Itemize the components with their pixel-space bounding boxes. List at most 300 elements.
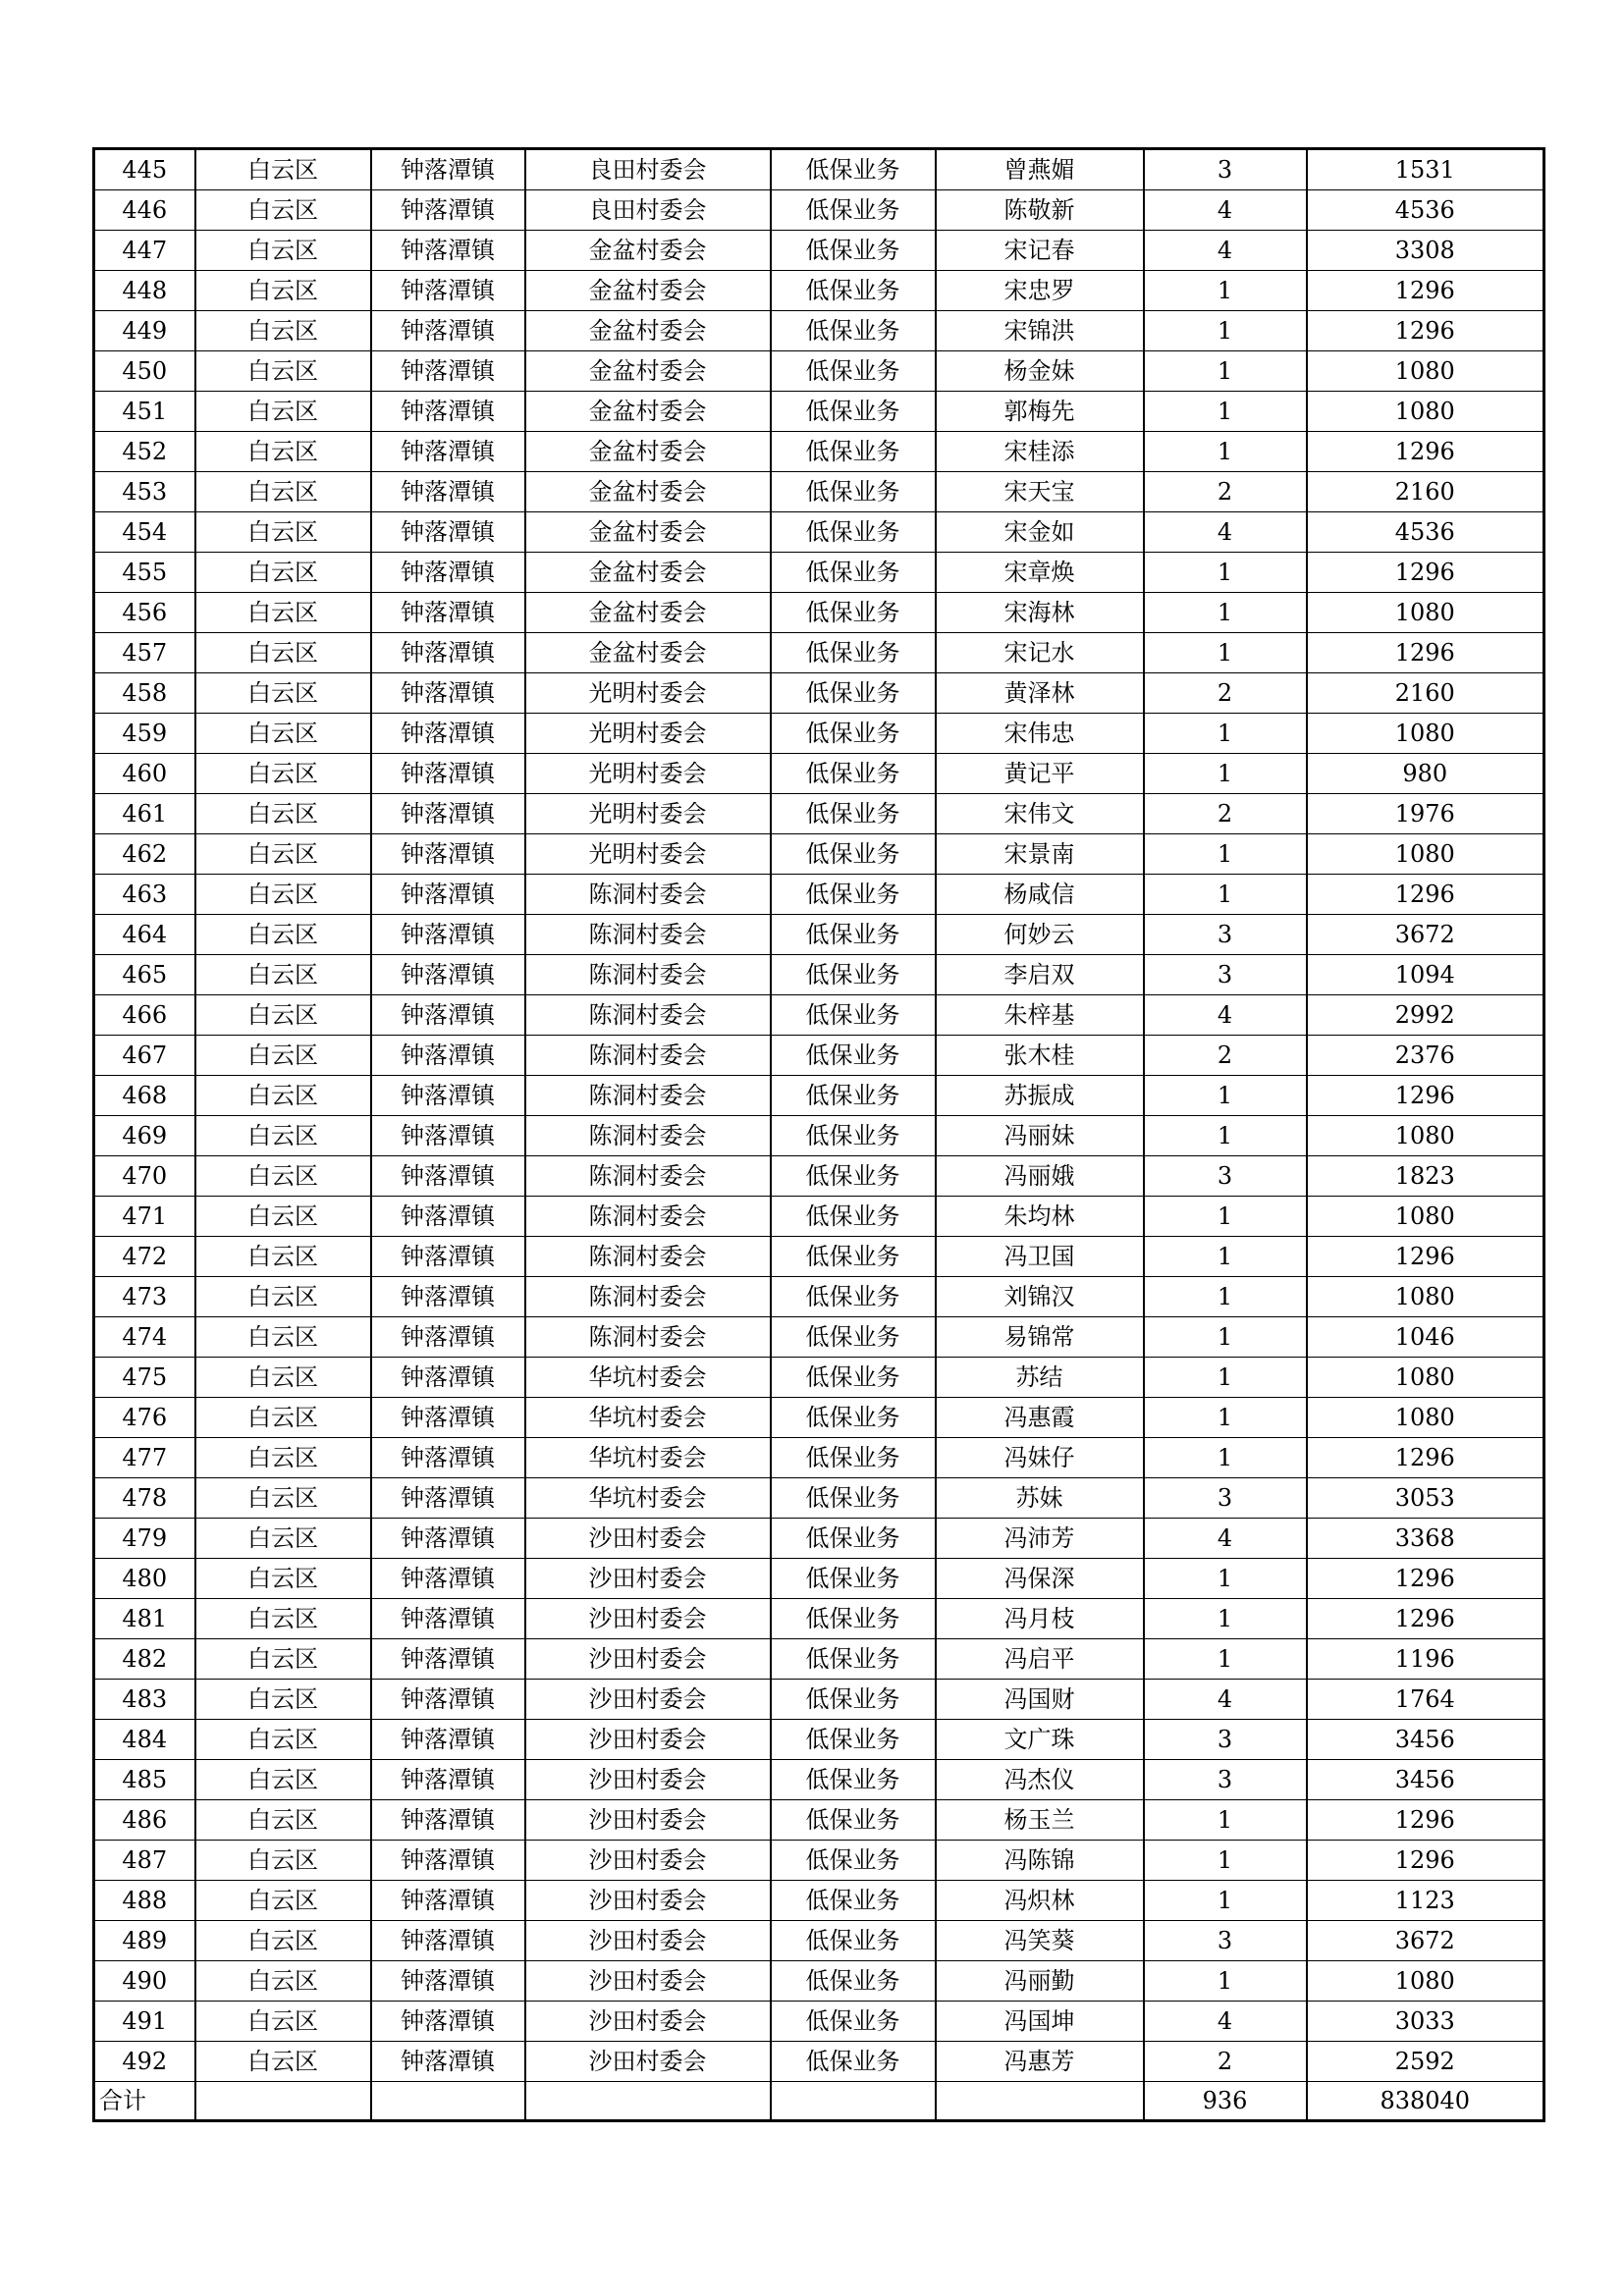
row-number-cell: 468 — [94, 1076, 195, 1116]
table-row — [94, 1841, 1544, 1881]
amount-cell: 1296 — [1307, 432, 1544, 472]
name-cell: 冯妹仔 — [936, 1438, 1144, 1478]
total-count: 936 — [1144, 2082, 1307, 2121]
household-count-cell: 2 — [1144, 472, 1307, 512]
town-cell: 钟落潭镇 — [371, 1639, 525, 1680]
name-cell: 冯惠霞 — [936, 1398, 1144, 1438]
household-count-cell: 1 — [1144, 311, 1307, 351]
business-cell: 低保业务 — [771, 231, 936, 271]
row-number-cell: 488 — [94, 1881, 195, 1921]
amount-cell: 1823 — [1307, 1156, 1544, 1197]
row-number-cell: 445 — [94, 149, 195, 190]
amount-cell: 3456 — [1307, 1760, 1544, 1800]
amount-cell: 1080 — [1307, 714, 1544, 754]
amount-cell: 1296 — [1307, 1559, 1544, 1599]
amount-cell: 1296 — [1307, 1800, 1544, 1841]
town-cell: 钟落潭镇 — [371, 1800, 525, 1841]
amount-cell: 1046 — [1307, 1317, 1544, 1358]
name-cell: 苏结 — [936, 1358, 1144, 1398]
town-cell: 钟落潭镇 — [371, 149, 525, 190]
table-row — [94, 1197, 1544, 1237]
district-cell: 白云区 — [195, 149, 371, 190]
district-cell: 白云区 — [195, 512, 371, 553]
household-count-cell: 2 — [1144, 673, 1307, 714]
village-cell: 良田村委会 — [525, 149, 771, 190]
name-cell: 宋忠罗 — [936, 271, 1144, 311]
town-cell: 钟落潭镇 — [371, 834, 525, 875]
village-cell: 沙田村委会 — [525, 1800, 771, 1841]
row-number-cell: 461 — [94, 794, 195, 834]
business-cell: 低保业务 — [771, 311, 936, 351]
district-cell: 白云区 — [195, 1036, 371, 1076]
town-cell: 钟落潭镇 — [371, 995, 525, 1036]
row-number-cell: 453 — [94, 472, 195, 512]
business-cell: 低保业务 — [771, 754, 936, 794]
district-cell: 白云区 — [195, 432, 371, 472]
amount-cell: 1296 — [1307, 553, 1544, 593]
town-cell: 钟落潭镇 — [371, 1841, 525, 1881]
village-cell: 金盆村委会 — [525, 633, 771, 673]
village-cell: 沙田村委会 — [525, 2042, 771, 2082]
name-cell: 冯卫国 — [936, 1237, 1144, 1277]
business-cell: 低保业务 — [771, 1197, 936, 1237]
village-cell: 沙田村委会 — [525, 1881, 771, 1921]
amount-cell: 1296 — [1307, 633, 1544, 673]
town-cell: 钟落潭镇 — [371, 1961, 525, 2002]
business-cell: 低保业务 — [771, 1277, 936, 1317]
business-cell: 低保业务 — [771, 1116, 936, 1156]
amount-cell: 1296 — [1307, 271, 1544, 311]
row-number-cell: 449 — [94, 311, 195, 351]
row-number-cell: 482 — [94, 1639, 195, 1680]
village-cell: 光明村委会 — [525, 673, 771, 714]
row-number-cell: 472 — [94, 1237, 195, 1277]
household-count-cell: 4 — [1144, 995, 1307, 1036]
row-number-cell: 480 — [94, 1559, 195, 1599]
table-row — [94, 673, 1544, 714]
table-row — [94, 190, 1544, 231]
amount-cell: 1296 — [1307, 1076, 1544, 1116]
village-cell: 沙田村委会 — [525, 1720, 771, 1760]
total-empty-cell — [525, 2082, 771, 2121]
district-cell: 白云区 — [195, 1680, 371, 1720]
household-count-cell: 1 — [1144, 1559, 1307, 1599]
name-cell: 冯杰仪 — [936, 1760, 1144, 1800]
village-cell: 陈洞村委会 — [525, 1197, 771, 1237]
business-cell: 低保业务 — [771, 1519, 936, 1559]
business-cell: 低保业务 — [771, 915, 936, 955]
district-cell: 白云区 — [195, 1599, 371, 1639]
table-row — [94, 1720, 1544, 1760]
town-cell: 钟落潭镇 — [371, 593, 525, 633]
village-cell: 沙田村委会 — [525, 1559, 771, 1599]
row-number-cell: 455 — [94, 553, 195, 593]
district-cell: 白云区 — [195, 794, 371, 834]
amount-cell: 1094 — [1307, 955, 1544, 995]
amount-cell: 1296 — [1307, 311, 1544, 351]
town-cell: 钟落潭镇 — [371, 1478, 525, 1519]
household-count-cell: 1 — [1144, 1841, 1307, 1881]
name-cell: 陈敬新 — [936, 190, 1144, 231]
town-cell: 钟落潭镇 — [371, 1760, 525, 1800]
table-row — [94, 432, 1544, 472]
table-row — [94, 351, 1544, 392]
town-cell: 钟落潭镇 — [371, 231, 525, 271]
district-cell: 白云区 — [195, 1317, 371, 1358]
total-empty-cell — [771, 2082, 936, 2121]
district-cell: 白云区 — [195, 1358, 371, 1398]
household-count-cell: 3 — [1144, 149, 1307, 190]
household-count-cell: 1 — [1144, 553, 1307, 593]
table-row — [94, 1478, 1544, 1519]
name-cell: 宋海林 — [936, 593, 1144, 633]
row-number-cell: 470 — [94, 1156, 195, 1197]
town-cell: 钟落潭镇 — [371, 432, 525, 472]
amount-cell: 2160 — [1307, 472, 1544, 512]
town-cell: 钟落潭镇 — [371, 1881, 525, 1921]
name-cell: 冯月枝 — [936, 1599, 1144, 1639]
name-cell: 黄记平 — [936, 754, 1144, 794]
household-count-cell: 3 — [1144, 1156, 1307, 1197]
town-cell: 钟落潭镇 — [371, 190, 525, 231]
household-count-cell: 2 — [1144, 794, 1307, 834]
village-cell: 光明村委会 — [525, 754, 771, 794]
amount-cell: 3672 — [1307, 915, 1544, 955]
business-cell: 低保业务 — [771, 1036, 936, 1076]
name-cell: 张木桂 — [936, 1036, 1144, 1076]
table-row — [94, 1559, 1544, 1599]
town-cell: 钟落潭镇 — [371, 1036, 525, 1076]
table-row — [94, 1438, 1544, 1478]
table-row — [94, 1800, 1544, 1841]
amount-cell: 3368 — [1307, 1519, 1544, 1559]
household-count-cell: 4 — [1144, 231, 1307, 271]
district-cell: 白云区 — [195, 1237, 371, 1277]
town-cell: 钟落潭镇 — [371, 351, 525, 392]
table-row — [94, 1358, 1544, 1398]
name-cell: 宋章焕 — [936, 553, 1144, 593]
business-cell: 低保业务 — [771, 1559, 936, 1599]
town-cell: 钟落潭镇 — [371, 1438, 525, 1478]
district-cell: 白云区 — [195, 834, 371, 875]
household-count-cell: 1 — [1144, 1438, 1307, 1478]
business-cell: 低保业务 — [771, 714, 936, 754]
household-count-cell: 1 — [1144, 351, 1307, 392]
row-number-cell: 460 — [94, 754, 195, 794]
village-cell: 光明村委会 — [525, 714, 771, 754]
name-cell: 冯炽林 — [936, 1881, 1144, 1921]
household-count-cell: 3 — [1144, 1760, 1307, 1800]
amount-cell: 1196 — [1307, 1639, 1544, 1680]
district-cell: 白云区 — [195, 1076, 371, 1116]
business-cell: 低保业务 — [771, 673, 936, 714]
household-count-cell: 1 — [1144, 593, 1307, 633]
business-cell: 低保业务 — [771, 1438, 936, 1478]
total-row — [94, 2082, 1544, 2121]
row-number-cell: 485 — [94, 1760, 195, 1800]
table-row — [94, 1076, 1544, 1116]
total-empty-cell — [936, 2082, 1144, 2121]
household-count-cell: 1 — [1144, 1881, 1307, 1921]
business-cell: 低保业务 — [771, 1760, 936, 1800]
district-cell: 白云区 — [195, 190, 371, 231]
table-row — [94, 754, 1544, 794]
business-cell: 低保业务 — [771, 472, 936, 512]
household-count-cell: 4 — [1144, 2002, 1307, 2042]
town-cell: 钟落潭镇 — [371, 714, 525, 754]
amount-cell: 1080 — [1307, 1277, 1544, 1317]
row-number-cell: 486 — [94, 1800, 195, 1841]
table-row — [94, 512, 1544, 553]
table-row — [94, 1036, 1544, 1076]
business-cell: 低保业务 — [771, 955, 936, 995]
amount-cell: 2592 — [1307, 2042, 1544, 2082]
district-cell: 白云区 — [195, 1438, 371, 1478]
household-count-cell: 1 — [1144, 1398, 1307, 1438]
village-cell: 金盆村委会 — [525, 472, 771, 512]
district-cell: 白云区 — [195, 1881, 371, 1921]
district-cell: 白云区 — [195, 915, 371, 955]
row-number-cell: 459 — [94, 714, 195, 754]
row-number-cell: 464 — [94, 915, 195, 955]
total-label: 合计 — [94, 2082, 195, 2121]
village-cell: 沙田村委会 — [525, 1519, 771, 1559]
table-row — [94, 1317, 1544, 1358]
district-cell: 白云区 — [195, 754, 371, 794]
row-number-cell: 456 — [94, 593, 195, 633]
assistance-table — [92, 147, 1545, 2122]
name-cell: 郭梅先 — [936, 392, 1144, 432]
household-count-cell: 4 — [1144, 190, 1307, 231]
district-cell: 白云区 — [195, 311, 371, 351]
district-cell: 白云区 — [195, 231, 371, 271]
amount-cell: 2992 — [1307, 995, 1544, 1036]
name-cell: 苏振成 — [936, 1076, 1144, 1116]
village-cell: 光明村委会 — [525, 794, 771, 834]
household-count-cell: 3 — [1144, 915, 1307, 955]
household-count-cell: 4 — [1144, 512, 1307, 553]
business-cell: 低保业务 — [771, 794, 936, 834]
district-cell: 白云区 — [195, 955, 371, 995]
table-row — [94, 593, 1544, 633]
business-cell: 低保业务 — [771, 875, 936, 915]
village-cell: 良田村委会 — [525, 190, 771, 231]
name-cell: 苏妹 — [936, 1478, 1144, 1519]
household-count-cell: 1 — [1144, 1197, 1307, 1237]
household-count-cell: 1 — [1144, 1317, 1307, 1358]
village-cell: 沙田村委会 — [525, 1921, 771, 1961]
district-cell: 白云区 — [195, 1116, 371, 1156]
row-number-cell: 450 — [94, 351, 195, 392]
village-cell: 沙田村委会 — [525, 2002, 771, 2042]
total-amount: 838040 — [1307, 2082, 1544, 2121]
village-cell: 陈洞村委会 — [525, 955, 771, 995]
household-count-cell: 1 — [1144, 633, 1307, 673]
name-cell: 宋伟忠 — [936, 714, 1144, 754]
business-cell: 低保业务 — [771, 1639, 936, 1680]
business-cell: 低保业务 — [771, 1156, 936, 1197]
row-number-cell: 463 — [94, 875, 195, 915]
business-cell: 低保业务 — [771, 1680, 936, 1720]
district-cell: 白云区 — [195, 1478, 371, 1519]
village-cell: 金盆村委会 — [525, 351, 771, 392]
amount-cell: 1080 — [1307, 1116, 1544, 1156]
amount-cell: 3456 — [1307, 1720, 1544, 1760]
district-cell: 白云区 — [195, 2042, 371, 2082]
town-cell: 钟落潭镇 — [371, 955, 525, 995]
amount-cell: 1976 — [1307, 794, 1544, 834]
district-cell: 白云区 — [195, 875, 371, 915]
town-cell: 钟落潭镇 — [371, 1076, 525, 1116]
village-cell: 沙田村委会 — [525, 1841, 771, 1881]
amount-cell: 1080 — [1307, 1961, 1544, 2002]
name-cell: 宋伟文 — [936, 794, 1144, 834]
amount-cell: 4536 — [1307, 512, 1544, 553]
amount-cell: 1080 — [1307, 351, 1544, 392]
amount-cell: 3672 — [1307, 1921, 1544, 1961]
table-row — [94, 1277, 1544, 1317]
household-count-cell: 1 — [1144, 875, 1307, 915]
business-cell: 低保业务 — [771, 2042, 936, 2082]
household-count-cell: 3 — [1144, 1720, 1307, 1760]
town-cell: 钟落潭镇 — [371, 311, 525, 351]
household-count-cell: 4 — [1144, 1680, 1307, 1720]
business-cell: 低保业务 — [771, 512, 936, 553]
table-row — [94, 1237, 1544, 1277]
table-row — [94, 1398, 1544, 1438]
row-number-cell: 451 — [94, 392, 195, 432]
name-cell: 宋景南 — [936, 834, 1144, 875]
table-row — [94, 995, 1544, 1036]
row-number-cell: 484 — [94, 1720, 195, 1760]
table-row — [94, 392, 1544, 432]
amount-cell: 1123 — [1307, 1881, 1544, 1921]
business-cell: 低保业务 — [771, 633, 936, 673]
district-cell: 白云区 — [195, 1639, 371, 1680]
household-count-cell: 3 — [1144, 1478, 1307, 1519]
household-count-cell: 3 — [1144, 955, 1307, 995]
total-empty-cell — [371, 2082, 525, 2121]
village-cell: 金盆村委会 — [525, 311, 771, 351]
business-cell: 低保业务 — [771, 1478, 936, 1519]
row-number-cell: 452 — [94, 432, 195, 472]
district-cell: 白云区 — [195, 271, 371, 311]
name-cell: 冯丽妹 — [936, 1116, 1144, 1156]
row-number-cell: 477 — [94, 1438, 195, 1478]
town-cell: 钟落潭镇 — [371, 2002, 525, 2042]
name-cell: 宋记春 — [936, 231, 1144, 271]
town-cell: 钟落潭镇 — [371, 754, 525, 794]
table-row — [94, 1116, 1544, 1156]
village-cell: 光明村委会 — [525, 834, 771, 875]
business-cell: 低保业务 — [771, 351, 936, 392]
name-cell: 文广珠 — [936, 1720, 1144, 1760]
household-count-cell: 3 — [1144, 1921, 1307, 1961]
district-cell: 白云区 — [195, 351, 371, 392]
town-cell: 钟落潭镇 — [371, 633, 525, 673]
table-row — [94, 1881, 1544, 1921]
household-count-cell: 1 — [1144, 1076, 1307, 1116]
town-cell: 钟落潭镇 — [371, 794, 525, 834]
business-cell: 低保业务 — [771, 1881, 936, 1921]
town-cell: 钟落潭镇 — [371, 875, 525, 915]
table-row — [94, 1599, 1544, 1639]
village-cell: 华坑村委会 — [525, 1478, 771, 1519]
district-cell: 白云区 — [195, 1277, 371, 1317]
row-number-cell: 481 — [94, 1599, 195, 1639]
business-cell: 低保业务 — [771, 392, 936, 432]
row-number-cell: 479 — [94, 1519, 195, 1559]
village-cell: 金盆村委会 — [525, 231, 771, 271]
table-row — [94, 149, 1544, 190]
household-count-cell: 2 — [1144, 1036, 1307, 1076]
district-cell: 白云区 — [195, 1841, 371, 1881]
village-cell: 陈洞村委会 — [525, 1277, 771, 1317]
village-cell: 金盆村委会 — [525, 593, 771, 633]
row-number-cell: 457 — [94, 633, 195, 673]
town-cell: 钟落潭镇 — [371, 271, 525, 311]
district-cell: 白云区 — [195, 1156, 371, 1197]
name-cell: 宋桂添 — [936, 432, 1144, 472]
household-count-cell: 1 — [1144, 1800, 1307, 1841]
amount-cell: 1296 — [1307, 1599, 1544, 1639]
business-cell: 低保业务 — [771, 1720, 936, 1760]
village-cell: 陈洞村委会 — [525, 1116, 771, 1156]
household-count-cell: 1 — [1144, 834, 1307, 875]
table-row — [94, 311, 1544, 351]
town-cell: 钟落潭镇 — [371, 512, 525, 553]
name-cell: 宋金如 — [936, 512, 1144, 553]
district-cell: 白云区 — [195, 553, 371, 593]
table-row — [94, 231, 1544, 271]
district-cell: 白云区 — [195, 472, 371, 512]
amount-cell: 3053 — [1307, 1478, 1544, 1519]
row-number-cell: 446 — [94, 190, 195, 231]
household-count-cell: 1 — [1144, 1358, 1307, 1398]
business-cell: 低保业务 — [771, 1237, 936, 1277]
town-cell: 钟落潭镇 — [371, 2042, 525, 2082]
business-cell: 低保业务 — [771, 1076, 936, 1116]
village-cell: 沙田村委会 — [525, 1760, 771, 1800]
business-cell: 低保业务 — [771, 190, 936, 231]
amount-cell: 1080 — [1307, 392, 1544, 432]
household-count-cell: 1 — [1144, 1116, 1307, 1156]
household-count-cell: 1 — [1144, 1599, 1307, 1639]
village-cell: 陈洞村委会 — [525, 1237, 771, 1277]
business-cell: 低保业务 — [771, 1800, 936, 1841]
row-number-cell: 474 — [94, 1317, 195, 1358]
amount-cell: 1296 — [1307, 1237, 1544, 1277]
village-cell: 华坑村委会 — [525, 1358, 771, 1398]
amount-cell: 980 — [1307, 754, 1544, 794]
amount-cell: 2376 — [1307, 1036, 1544, 1076]
district-cell: 白云区 — [195, 1519, 371, 1559]
town-cell: 钟落潭镇 — [371, 1599, 525, 1639]
table-row — [94, 633, 1544, 673]
village-cell: 陈洞村委会 — [525, 995, 771, 1036]
amount-cell: 1296 — [1307, 1438, 1544, 1478]
district-cell: 白云区 — [195, 1921, 371, 1961]
business-cell: 低保业务 — [771, 2002, 936, 2042]
table-row — [94, 915, 1544, 955]
village-cell: 陈洞村委会 — [525, 915, 771, 955]
name-cell: 黄泽林 — [936, 673, 1144, 714]
name-cell: 刘锦汉 — [936, 1277, 1144, 1317]
district-cell: 白云区 — [195, 1197, 371, 1237]
household-count-cell: 1 — [1144, 1237, 1307, 1277]
village-cell: 金盆村委会 — [525, 392, 771, 432]
row-number-cell: 483 — [94, 1680, 195, 1720]
